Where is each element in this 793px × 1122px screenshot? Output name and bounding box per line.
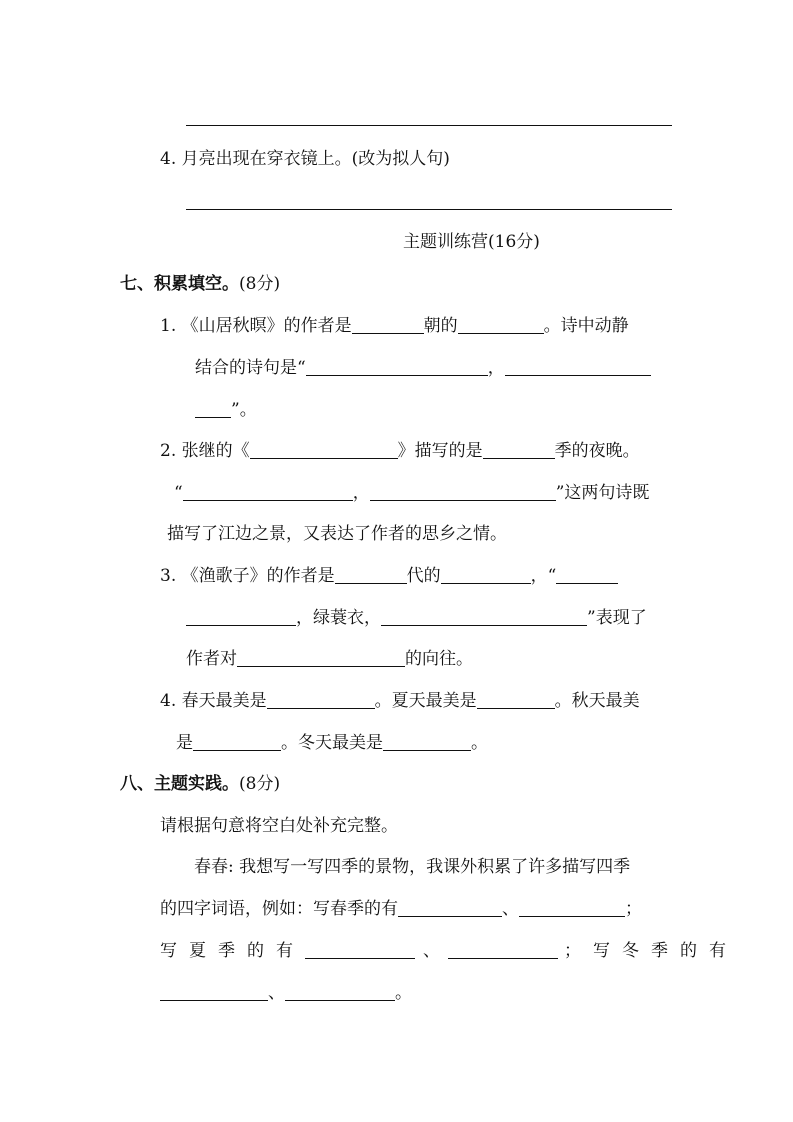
text: ， [352, 483, 370, 503]
question-4: 4. 月亮出现在穿衣镜上。(改为拟人句) [160, 149, 450, 169]
text: ； [625, 899, 642, 919]
fill-blank[interactable] [193, 733, 281, 751]
fill-blank[interactable] [448, 941, 558, 959]
item-7-1-line1 [160, 314, 629, 338]
item-7-4-line2 [176, 731, 488, 755]
text: ”。 [231, 400, 257, 420]
text: ，“ [530, 566, 557, 586]
fill-blank[interactable] [477, 691, 555, 709]
fill-blank[interactable] [306, 358, 488, 376]
text: 季的夜晚。 [554, 441, 640, 461]
answer-line[interactable] [186, 125, 672, 126]
section-7-title: 七、积累填空。 [120, 274, 239, 294]
paragraph-line3 [160, 939, 738, 963]
text: 。 [395, 983, 412, 1003]
paragraph-line1: 春春: 我想写一写四季的景物，我课外积累了许多描写四季 [194, 857, 631, 877]
fill-blank[interactable] [160, 983, 268, 1001]
section-7-points: (8分) [239, 274, 281, 294]
text: 是 [176, 733, 193, 753]
text: ”表现了 [587, 608, 647, 628]
fill-blank[interactable] [398, 899, 502, 917]
item-7-4-line1 [160, 689, 640, 713]
section-title: 主题训练营(16分) [403, 232, 540, 252]
answer-line[interactable] [186, 209, 672, 210]
fill-blank[interactable] [383, 733, 471, 751]
text: 写夏季的有 [160, 941, 305, 961]
fill-blank[interactable] [381, 608, 587, 626]
text: ；写冬季的有 [564, 941, 738, 961]
text: 、 [268, 983, 285, 1003]
text: 、 [423, 941, 440, 961]
fill-blank[interactable] [250, 441, 398, 459]
fill-blank[interactable] [505, 358, 651, 376]
text: 2. 张继的《 [160, 441, 250, 461]
fill-blank[interactable] [267, 691, 375, 709]
item-7-3-line1 [160, 564, 618, 588]
text: 作者对 [186, 649, 237, 669]
fill-blank[interactable] [285, 983, 395, 1001]
item-7-3-line2 [186, 606, 647, 630]
text: 结合的诗句是“ [195, 358, 306, 378]
fill-blank[interactable] [458, 316, 544, 334]
fill-blank[interactable] [195, 400, 231, 418]
text: 代的 [406, 566, 441, 586]
paragraph-line2 [160, 897, 642, 921]
text: 。诗中动静 [543, 316, 629, 336]
text: ， [487, 358, 505, 378]
section-8-points: (8分) [239, 774, 281, 794]
fill-blank[interactable] [352, 316, 424, 334]
text: 。夏天最美是 [374, 691, 477, 711]
text: 。 [471, 733, 488, 753]
item-7-2-line1 [160, 439, 640, 463]
item-7-1-line2 [195, 356, 651, 380]
text: 的四字词语，例如：写春季的有 [160, 899, 398, 919]
text: ”这两句诗既 [555, 483, 650, 503]
fill-blank[interactable] [186, 608, 296, 626]
fill-blank[interactable] [335, 566, 407, 584]
text: 3. 《渔歌子》的作者是 [160, 566, 335, 586]
text: 4. 春天最美是 [160, 691, 267, 711]
section-8-heading [120, 772, 280, 796]
fill-blank[interactable] [370, 483, 556, 501]
item-7-3-line3 [186, 647, 473, 671]
text: ，绿蓑衣， [296, 608, 381, 628]
item-7-2-line2 [174, 481, 649, 505]
fill-blank[interactable] [556, 566, 618, 584]
text: 》描写的是 [397, 441, 483, 461]
fill-blank[interactable] [237, 649, 405, 667]
fill-blank[interactable] [305, 941, 415, 959]
section-8-title: 八、主题实践。 [120, 774, 239, 794]
text: 。秋天最美 [554, 691, 640, 711]
text: 朝的 [423, 316, 458, 336]
section-7-heading [120, 272, 280, 296]
fill-blank[interactable] [483, 441, 555, 459]
text: 的向往。 [405, 649, 473, 669]
text: 。冬天最美是 [281, 733, 383, 753]
fill-blank[interactable] [183, 483, 353, 501]
item-7-2-line3: 描写了江边之景，又表达了作者的思乡之情。 [167, 524, 507, 544]
fill-blank[interactable] [441, 566, 531, 584]
text: “ [174, 483, 183, 503]
instruction: 请根据句意将空白处补充完整。 [160, 816, 398, 836]
paragraph-line4 [160, 981, 412, 1005]
fill-blank[interactable] [519, 899, 625, 917]
text: 、 [502, 899, 519, 919]
item-7-1-line3 [195, 398, 257, 422]
text: 1. 《山居秋暝》的作者是 [160, 316, 352, 336]
